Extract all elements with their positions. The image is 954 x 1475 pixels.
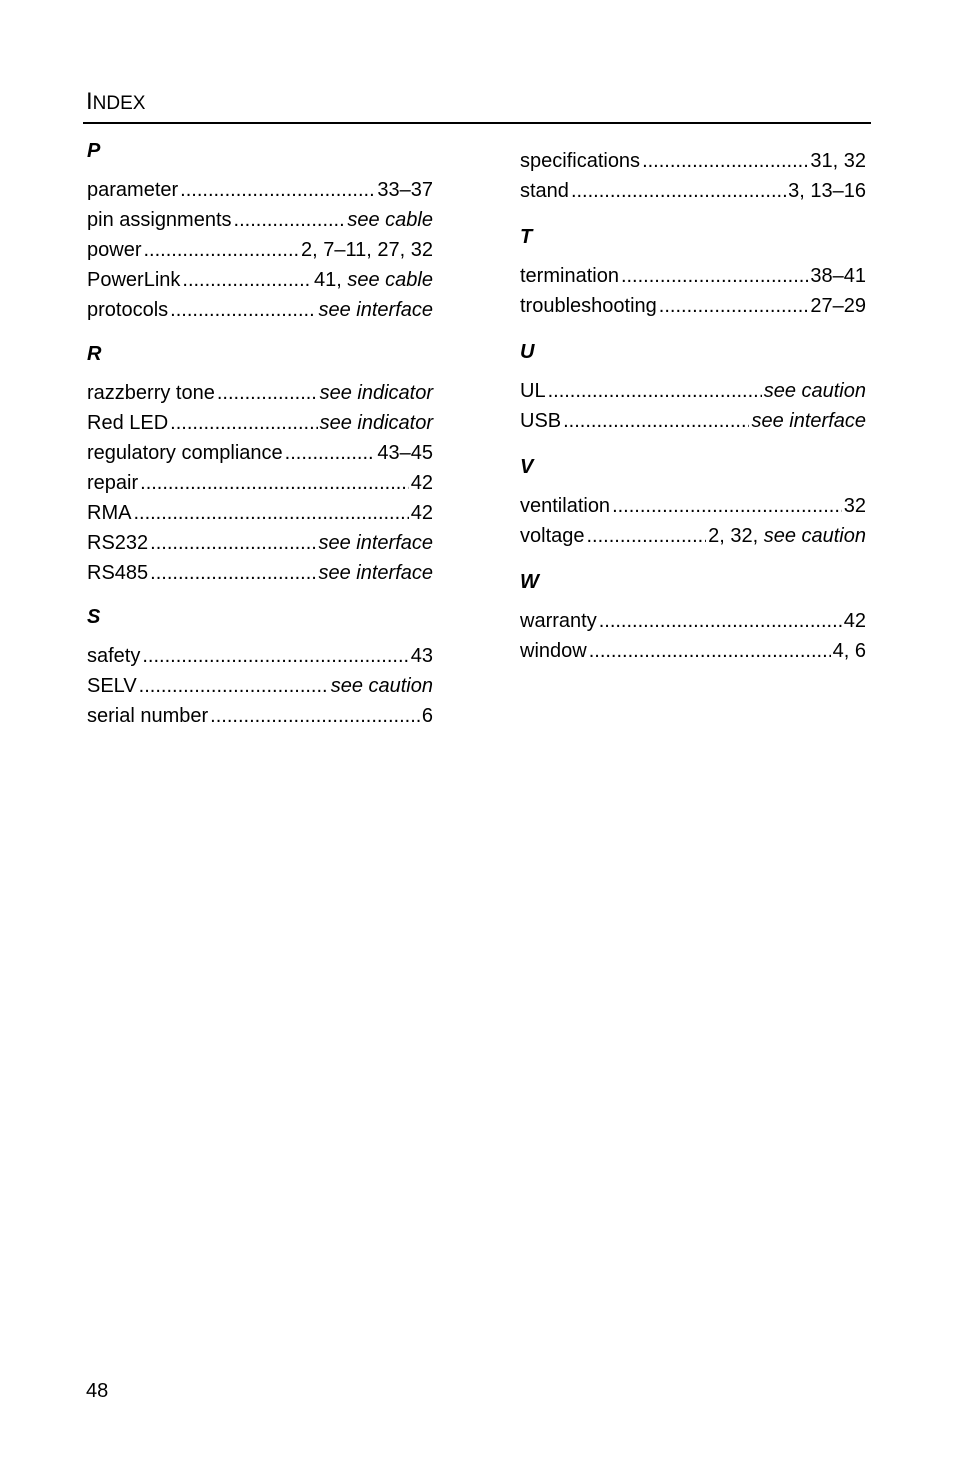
index-entry-group xyxy=(87,175,433,325)
page-title xyxy=(86,88,145,116)
index-term: ventilation xyxy=(520,495,611,517)
dot-leader xyxy=(599,606,842,636)
index-reference xyxy=(788,176,866,206)
index-reference xyxy=(318,295,433,325)
index-entry xyxy=(520,146,866,176)
dot-leader xyxy=(142,641,408,671)
index-entry-group xyxy=(87,378,433,588)
index-entry xyxy=(520,261,866,291)
index-entry xyxy=(520,491,866,521)
dot-leader xyxy=(180,175,375,205)
dot-leader xyxy=(563,406,749,436)
index-reference xyxy=(422,701,433,731)
index-term: protocols xyxy=(87,299,169,321)
index-reference xyxy=(764,376,866,406)
index-reference xyxy=(377,438,433,468)
index-entry-group xyxy=(520,146,866,206)
index-see-reference: see cable xyxy=(347,269,433,291)
index-term: serial number xyxy=(87,705,209,727)
dot-leader xyxy=(140,468,409,498)
index-entry xyxy=(87,528,433,558)
index-reference xyxy=(844,491,866,521)
index-term: termination xyxy=(520,265,619,287)
index-term: stand xyxy=(520,180,569,202)
index-see-reference: see caution xyxy=(763,380,866,402)
index-reference xyxy=(314,265,433,295)
index-see-reference: see caution xyxy=(330,675,433,697)
index-reference xyxy=(810,291,866,321)
index-term: PowerLink xyxy=(87,269,181,291)
index-entry xyxy=(520,176,866,206)
index-letter-heading: W xyxy=(520,571,539,593)
index-term: voltage xyxy=(520,525,585,547)
index-reference xyxy=(320,408,433,438)
index-entry xyxy=(87,378,433,408)
dot-leader xyxy=(548,376,762,406)
index-term: RS485 xyxy=(87,562,149,584)
index-entry xyxy=(87,295,433,325)
dot-leader xyxy=(659,291,809,321)
index-entry xyxy=(87,205,433,235)
index-page-numbers: 33–37 xyxy=(377,179,433,201)
dot-leader xyxy=(589,636,831,666)
index-term: specifications xyxy=(520,150,641,172)
index-entry xyxy=(87,408,433,438)
index-reference xyxy=(844,606,866,636)
index-entry xyxy=(87,701,433,731)
index-entry xyxy=(520,521,866,551)
index-reference xyxy=(810,261,866,291)
index-entry xyxy=(87,438,433,468)
index-column-left xyxy=(87,136,433,731)
index-page-numbers: 2, 7–11, 27, 32 xyxy=(301,239,433,261)
index-see-reference: see cable xyxy=(347,209,433,231)
index-term: warranty xyxy=(520,610,597,632)
dot-leader xyxy=(571,176,786,206)
dot-leader xyxy=(217,378,318,408)
index-reference xyxy=(318,528,433,558)
index-page-numbers: 42 xyxy=(410,502,433,524)
index-page-numbers: 42 xyxy=(843,610,866,632)
index-see-reference: see indicator xyxy=(319,382,433,404)
index-reference xyxy=(320,378,433,408)
index-term: SELV xyxy=(87,675,137,697)
dot-leader xyxy=(170,408,317,438)
index-page-numbers: 43 xyxy=(410,645,433,667)
index-page-numbers: 2, 32, xyxy=(708,525,764,547)
index-reference xyxy=(708,521,866,551)
index-entry-group xyxy=(520,491,866,551)
index-letter-heading: R xyxy=(87,343,102,365)
index-letter-heading: T xyxy=(520,226,533,248)
index-entry xyxy=(520,606,866,636)
page-title-rest: NDEX xyxy=(92,93,146,114)
dot-leader xyxy=(285,438,376,468)
index-page-numbers: 27–29 xyxy=(810,295,866,317)
index-see-reference: see interface xyxy=(318,532,433,554)
index-term: parameter xyxy=(87,179,179,201)
dot-leader xyxy=(150,558,316,588)
index-page-numbers: 43–45 xyxy=(377,442,433,464)
index-term: Red LED xyxy=(87,412,169,434)
index-entry-group xyxy=(520,261,866,321)
dot-leader xyxy=(143,235,299,265)
index-reference xyxy=(411,641,433,671)
index-term: safety xyxy=(87,645,141,667)
index-entry-group xyxy=(520,376,866,436)
index-page-numbers: 3, 13–16 xyxy=(788,180,866,202)
index-term: repair xyxy=(87,472,139,494)
index-term: RMA xyxy=(87,502,132,524)
index-letter-heading: S xyxy=(87,606,101,628)
page-title-initial: I xyxy=(86,88,93,115)
index-reference xyxy=(411,468,433,498)
index-letter-heading: P xyxy=(87,140,101,162)
index-page-numbers: 38–41 xyxy=(810,265,866,287)
index-reference xyxy=(301,235,433,265)
index-term: RS232 xyxy=(87,532,149,554)
index-term: USB xyxy=(520,410,562,432)
dot-leader xyxy=(182,265,312,295)
header-rule xyxy=(83,122,871,124)
index-see-reference: see interface xyxy=(318,562,433,584)
index-term: regulatory compliance xyxy=(87,442,283,464)
index-page-numbers: 31, 32 xyxy=(810,150,866,172)
index-reference xyxy=(347,205,433,235)
index-see-reference: see caution xyxy=(763,525,866,547)
index-page-numbers: 41, xyxy=(314,269,348,291)
index-reference xyxy=(331,671,433,701)
index-page-numbers: 42 xyxy=(410,472,433,494)
index-reference xyxy=(377,175,433,205)
index-reference xyxy=(810,146,866,176)
index-see-reference: see interface xyxy=(751,410,866,432)
index-entry xyxy=(520,406,866,436)
index-column-right xyxy=(520,146,866,666)
index-reference xyxy=(411,498,433,528)
index-term: window xyxy=(520,640,587,662)
dot-leader xyxy=(612,491,842,521)
index-entry xyxy=(87,498,433,528)
index-page-numbers: 32 xyxy=(843,495,866,517)
dot-leader xyxy=(139,671,329,701)
index-entry xyxy=(520,376,866,406)
dot-leader xyxy=(587,521,707,551)
index-entry xyxy=(87,558,433,588)
index-entry-group xyxy=(520,606,866,666)
index-entry xyxy=(87,468,433,498)
dot-leader xyxy=(234,205,346,235)
index-term: pin assignments xyxy=(87,209,232,231)
index-entry xyxy=(87,175,433,205)
index-term: razzberry tone xyxy=(87,382,215,404)
dot-leader xyxy=(642,146,808,176)
index-page-numbers: 6 xyxy=(421,705,433,727)
index-entry xyxy=(87,265,433,295)
dot-leader xyxy=(621,261,808,291)
index-entry xyxy=(520,636,866,666)
dot-leader xyxy=(170,295,316,325)
index-entry xyxy=(520,291,866,321)
index-entry-group xyxy=(87,641,433,731)
index-entry xyxy=(87,641,433,671)
index-entry xyxy=(87,671,433,701)
index-entry xyxy=(87,235,433,265)
index-letter-heading: U xyxy=(520,341,535,363)
page-number: 48 xyxy=(86,1380,109,1402)
dot-leader xyxy=(133,498,408,528)
dot-leader xyxy=(210,701,420,731)
index-reference xyxy=(318,558,433,588)
index-term: UL xyxy=(520,380,546,402)
index-reference xyxy=(751,406,866,436)
index-see-reference: see indicator xyxy=(319,412,433,434)
index-term: troubleshooting xyxy=(520,295,657,317)
index-term: power xyxy=(87,239,142,261)
index-reference xyxy=(833,636,866,666)
index-page-numbers: 4, 6 xyxy=(832,640,866,662)
index-letter-heading: V xyxy=(520,456,534,478)
index-see-reference: see interface xyxy=(318,299,433,321)
dot-leader xyxy=(150,528,316,558)
